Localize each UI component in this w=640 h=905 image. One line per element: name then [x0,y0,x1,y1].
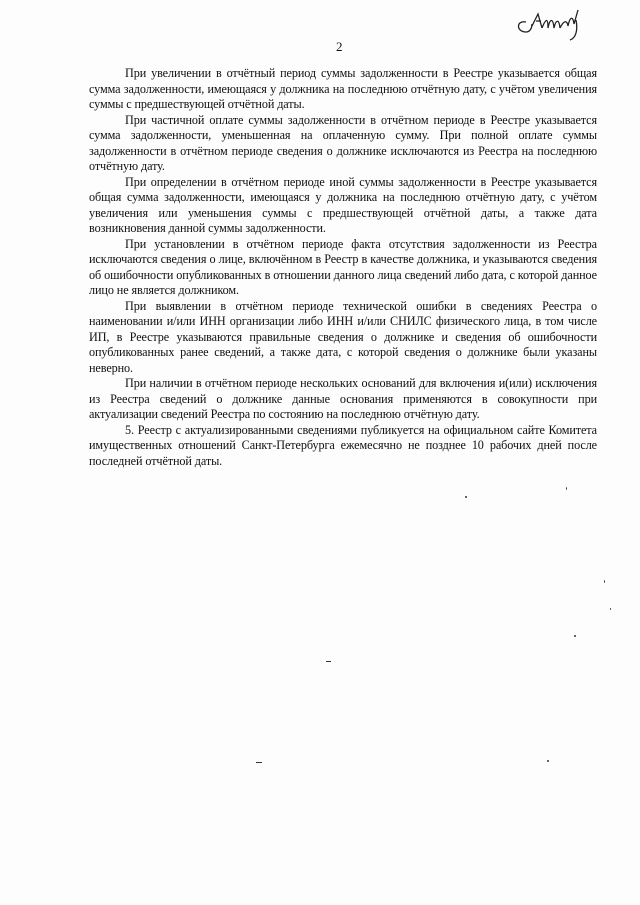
paragraph: При определении в отчётном периоде иной суммы задолженности в Реестре указывается общая сумма задолженности, имеющаяся у должника на последнюю отчётную дату, с учётом увеличения или уменьшения суммы с предшествующей отчётной даты, а также дата возникновения данной суммы задолженности. [89,174,597,235]
paragraph: При выявлении в отчётном периоде технической ошибки в сведениях Реестра о наименовании и/или ИНН организации либо ИНН и/или СНИЛС физического лица, в том числе ИП, в Реестре указываются правильные сведения о должнике и сведения об ошибочности опубликованных ранее сведений, а также дата, с которой сведения о должнике были указаны неверно. [89,298,597,375]
scan-speck [604,580,605,583]
paragraph: При частичной оплате суммы задолженности в отчётном периоде в Реестре указывается сумма задолженности, уменьшенная на оплаченную сумму. При полной оплате суммы задолженности в отчётном периоде сведения о должнике исключаются из Реестра на последнюю отчётную дату. [89,112,597,173]
document-body [89,66,597,469]
scan-speck [326,661,331,662]
paragraph: 5. Реестр с актуализированными сведениями публикуется на официальном сайте Комитета имущественных отношений Санкт-Петербурга ежемесячно не позднее 10 рабочих дней после последней отчётной даты. [89,422,597,468]
scan-speck [566,487,567,490]
paragraph: При наличии в отчётном периоде нескольких оснований для включения и(или) исключения из Реестра сведений о должнике данные основания применяются в совокупности при актуализации сведений Реестра по состоянию на последнюю отчётную дату. [89,376,597,421]
scan-speck [574,635,576,637]
handwritten-signature [512,2,588,42]
scan-speck [547,760,549,762]
paragraph: При установлении в отчётном периоде факта отсутствия задолженности из Реестра исключаются сведения о лице, включённом в Реестр в качестве должника, и указываются сведения об ошибочности опубликованных в отношении данного лица сведений либо дата, с которой данное лицо не является должником. [89,236,597,297]
scan-speck [610,608,611,610]
scan-speck [465,496,467,498]
paragraph: При увеличении в отчётный период суммы задолженности в Реестре указывается общая сумма задолженности, имеющаяся у должника на последнюю отчётную дату, с учётом увеличения суммы с предшествующей отчётной даты. [89,66,597,111]
page-number: 2 [336,39,343,54]
scan-speck [256,762,262,763]
